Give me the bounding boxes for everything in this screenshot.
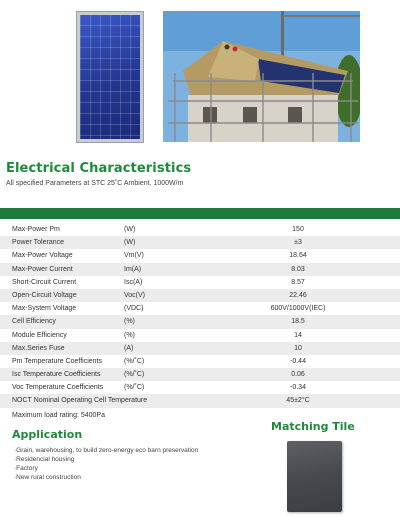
- spec-name: Voc Temperature Coefficients: [12, 384, 104, 392]
- house-scene: [163, 11, 360, 142]
- table-row: [0, 302, 400, 315]
- spec-value: 18.64: [289, 252, 307, 260]
- spec-value: 150: [292, 226, 304, 233]
- table-row: [0, 223, 400, 236]
- spec-unit: (%): [124, 318, 135, 326]
- solar-cells: [80, 15, 140, 139]
- matching-tile-image: [287, 441, 342, 512]
- list-item: ·Factory: [14, 465, 38, 472]
- matching-tile-title: Matching Tile: [271, 420, 355, 433]
- spec-value: -0.44: [290, 357, 306, 365]
- spec-name: Pm Temperature Coefficients: [12, 357, 103, 365]
- list-item: ·Residencial housing: [14, 456, 75, 463]
- spec-name: Power Tolerance: [12, 239, 65, 247]
- spec-name: Max-Power Voltage: [12, 252, 73, 260]
- spec-name: Max-Power Current: [12, 265, 73, 273]
- spec-unit: Isc(A): [124, 278, 143, 286]
- spec-value: -0.34: [290, 384, 306, 392]
- list-item: ·Grain, warehousing, to build zero-energy eco barn preservation: [14, 447, 199, 454]
- spec-name: NOCT Nominal Operating Cell Temperature: [12, 397, 148, 405]
- spec-unit: (W): [124, 226, 136, 233]
- spec-unit: Vm(V): [124, 252, 144, 260]
- spec-unit: (%): [124, 331, 135, 339]
- application-list: [14, 446, 198, 482]
- spec-value: 0.06: [291, 371, 305, 379]
- section-subtitle: All specified Parameters at STC 25˚C Ambient, 1000W/m: [6, 180, 184, 187]
- list-item: ·New rural construction: [14, 474, 81, 481]
- table-row: [0, 263, 400, 276]
- spec-unit: (A): [124, 344, 134, 352]
- house-installation-image: [163, 11, 360, 142]
- table-row: [0, 394, 400, 407]
- spec-name: Max-System Voltage: [12, 305, 77, 313]
- spec-value: 14: [294, 331, 302, 339]
- spec-name: Module Efficiency: [12, 331, 67, 339]
- spec-unit: (%/˚C): [124, 357, 145, 365]
- table-row: [0, 381, 400, 394]
- table-header-bar: [0, 208, 400, 219]
- table-row: [0, 329, 400, 342]
- table-row: [0, 289, 400, 302]
- spec-name: Isc Temperature Coefficients: [12, 371, 101, 379]
- spec-unit: (VDC): [124, 305, 144, 313]
- table-row: [0, 249, 400, 262]
- spec-unit: Voc(V): [124, 291, 146, 299]
- table-row: [0, 276, 400, 289]
- spec-name: Open-Circuit Voltage: [12, 291, 77, 299]
- table-row: [0, 368, 400, 381]
- spec-value: 18.5: [291, 318, 305, 326]
- table-row: [0, 355, 400, 368]
- spec-table: [0, 223, 400, 408]
- spec-value: 45±2°C: [286, 397, 310, 405]
- spec-unit: (%/˚C): [124, 371, 145, 379]
- max-load-rating: Maximum load rating: 5400Pa: [12, 412, 105, 419]
- spec-name: Max-Power Pm: [12, 226, 60, 233]
- application-title: Application: [12, 428, 83, 441]
- spec-name: Cell Efficiency: [12, 318, 56, 326]
- spec-value: 8.57: [291, 278, 305, 286]
- spec-value: 22.46: [289, 291, 307, 299]
- spec-name: Short-Circuit Current: [12, 278, 77, 286]
- spec-name: Max.Series Fuse: [12, 344, 65, 352]
- table-row: [0, 236, 400, 249]
- table-row: [0, 315, 400, 328]
- spec-unit: (%/˚C): [124, 384, 145, 392]
- solar-panel-image: [76, 11, 144, 143]
- table-row: [0, 342, 400, 355]
- spec-value: 8.03: [291, 265, 305, 273]
- spec-unit: (W): [124, 239, 136, 247]
- spec-value: ±3: [294, 239, 302, 247]
- spec-value: 10: [294, 344, 302, 352]
- section-title: Electrical Characteristics: [6, 161, 192, 176]
- spec-unit: Im(A): [124, 265, 142, 273]
- spec-value: 600V/1000V(IEC): [270, 305, 326, 313]
